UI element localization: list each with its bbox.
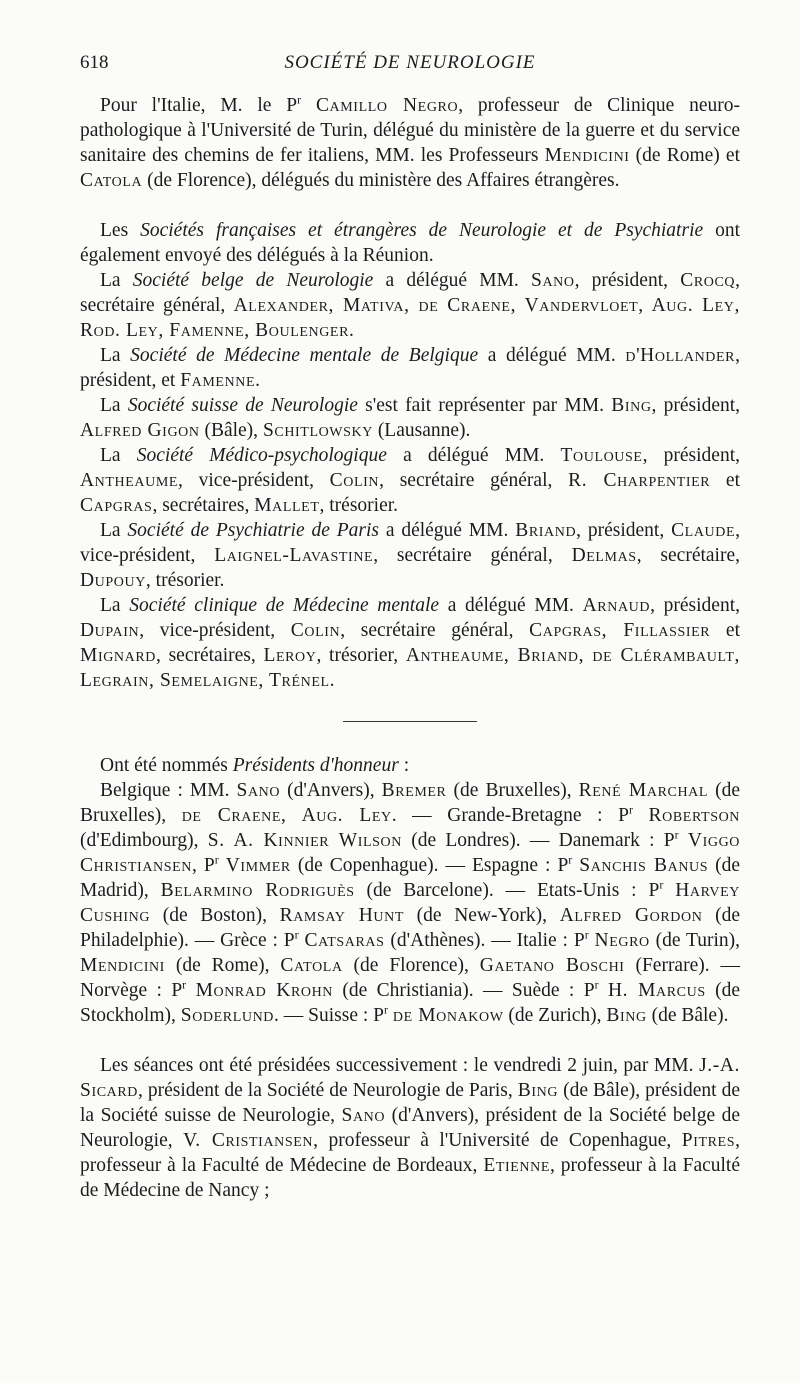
running-title: SOCIÉTÉ DE NEUROLOGIE [284, 52, 536, 73]
paragraph-gap [80, 193, 740, 218]
paragraph-medico-psychologique: La Société Médico-psychologique a délégué MM. Toulouse, président, Antheaume, vice-président, Colin, secrétaire général, R. Charpentier et Capgras, secrétaires, Mallet, trésorier. [80, 445, 741, 516]
paragraph-societe-belge: La Société belge de Neurologie a délégué MM. Sano, président, Crocq, secrétaire général, Alexander, Mativa, de Craene, Vandervloet, Aug. Ley, Rod. Ley, Famenne, Boulenger. [80, 270, 740, 341]
paragraph-medecine-mentale-belgique: La Société de Médecine mentale de Belgique a délégué MM. d'Hollander, président, et Famenne. [80, 345, 740, 391]
paragraph-psychiatrie-paris: La Société de Psychiatrie de Paris a délégué MM. Briand, président, Claude, vice-président, Laignel-Lavastine, secrétaire général, Delmas, secrétaire, Dupouy, trésorier. [80, 520, 740, 591]
paragraph-seances: Les séances ont été présidées successivement : le vendredi 2 juin, par MM. J.-A. Sicard, président de la Société de Neurologie de Paris, Bing (de Bâle), président de la Société suisse de Neurologie, Sano (d'Anvers), président de la Société belge de Neurologie, V. Cristiansen, professeur à l'Université de Copenhague, Pitres, professeur à la Faculté de Médecine de Bordeaux, Etienne, professeur à la Faculté de Médecine de Nancy ; [80, 1055, 741, 1201]
section-divider [343, 721, 477, 722]
paragraph-gap [80, 1028, 740, 1053]
page-header [80, 52, 740, 82]
paragraph-societe-clinique: La Société clinique de Médecine mentale a délégué MM. Arnaud, président, Dupain, vice-président, Colin, secrétaire général, Capgras, Fillassier et Mignard, secrétaires, Leroy, trésorier, Antheaume, Briand, de Clérambault, Legrain, Semelaigne, Trénel. [80, 595, 740, 691]
paragraph-presidents-list: Belgique : MM. Sano (d'Anvers), Bremer (de Bruxelles), René Marchal (de Bruxelles), de Craene, Aug. Ley. — Grande-Bretagne : $P^r$ Robertson (d'Edimbourg), S. A. Kinnier Wilson (de Londres). — Danemark : $P^r$ Viggo Christiansen, $P^r$ Vimmer (de Copenhague). — Espagne : $P^r$ Sanchis Banus (de Madrid), Belarmino Rodriguès (de Barcelone). — Etats-Unis : $P^r$ Harvey Cushing (de Boston), Ramsay Hunt (de New-York), Alfred Gordon (de Philadelphie). — Grèce : $P^r$ Catsaras (d'Athènes). — Italie : $P^r$ Negro (de Turin), Mendicini (de Rome), Catola (de Florence), Gaetano Boschi (Ferrare). — Norvège : $P^r$ Monrad Krohn (de Christiania). — Suède : $P^r$ H. Marcus (de Stockholm), Soderlund. — Suisse : $P^r$ de Monakow (de Zurich), Bing (de Bâle). [80, 780, 741, 1026]
body-text [80, 93, 740, 1203]
paragraph-presidents-intro: Ont été nommés Présidents d'honneur : [100, 755, 410, 776]
page-number: 618 [80, 52, 109, 73]
paragraph-societies-intro: Les Sociétés françaises et étrangères de Neurologie et de Psychiatrie ont également envoyé des délégués à la Réunion. [80, 220, 740, 266]
paragraph-italy: Pour l'Italie, M. le $P^r$ Camillo Negro, professeur de Clinique neuro-pathologique à l'Université de Turin, délégué du ministère de la guerre et du service sanitaire des chemins de fer italiens, MM. les Professeurs Mendicini (de Rome) et Catola (de Florence), délégués du ministère des Affaires étrangères. [80, 92, 740, 191]
paragraph-societe-suisse: La Société suisse de Neurologie s'est fait représenter par MM. Bing, président, Alfred Gigon (Bâle), Schitlowsky (Lausanne). [80, 395, 741, 441]
